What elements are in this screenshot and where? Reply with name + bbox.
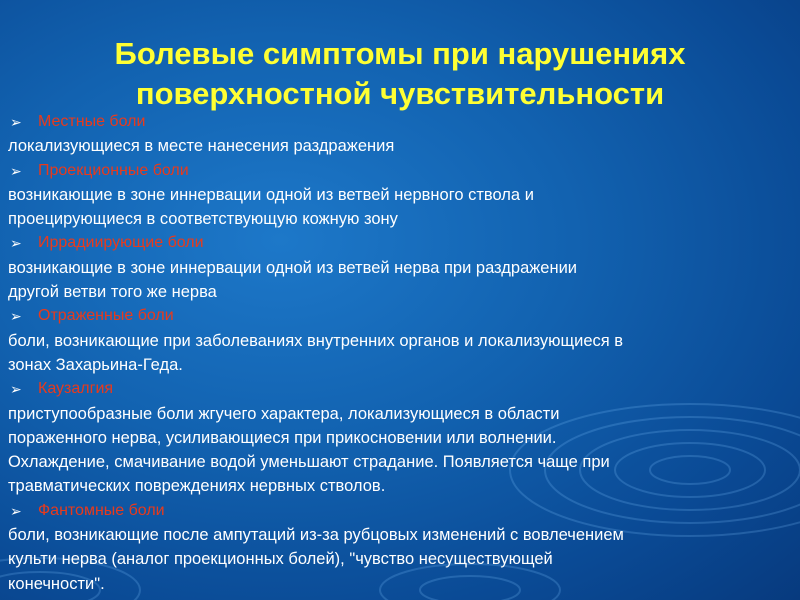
symptom-heading: Проекционные боли xyxy=(38,161,189,179)
check-arrow-icon: ➢ xyxy=(10,235,22,252)
symptom-heading: Каузалгия xyxy=(38,380,114,398)
symptom-list xyxy=(8,110,792,596)
symptom-heading-row xyxy=(8,110,792,134)
slide-title xyxy=(0,34,800,114)
symptom-heading: Местные боли xyxy=(38,113,146,130)
symptom-description-line: возникающие в зоне иннервации одной из ветвей нервного ствола и xyxy=(8,185,534,204)
symptom-description-line: локализующиеся в месте нанесения раздражения xyxy=(8,137,395,156)
symptom-description-line: приступообразные боли жгучего характера, локализующиеся в области xyxy=(8,404,560,423)
slide-title-line-1: Болевые симптомы при нарушениях xyxy=(114,36,686,71)
symptom-heading-row xyxy=(8,304,792,328)
symptom-heading-row xyxy=(8,231,792,255)
symptom-description-line: зонах Захарьина-Геда. xyxy=(8,355,183,374)
symptom-heading-row xyxy=(8,499,792,523)
check-arrow-icon: ➢ xyxy=(10,308,22,325)
symptom-heading: Отраженные боли xyxy=(38,307,174,325)
check-arrow-icon: ➢ xyxy=(10,114,22,130)
check-arrow-icon: ➢ xyxy=(10,502,22,519)
symptom-description-line: пораженного нерва, усиливающиеся при прикосновении или волнении. xyxy=(8,428,557,447)
check-arrow-icon: ➢ xyxy=(10,381,22,398)
symptom-heading-row xyxy=(8,377,792,401)
symptom-description-line: Охлаждение, смачивание водой уменьшают страдание. Появляется чаще при xyxy=(8,453,610,472)
slide-title-line-2: поверхностной чувствительности xyxy=(135,76,665,111)
symptom-description-line: возникающие в зоне иннервации одной из ветвей нерва при раздражении xyxy=(8,258,578,277)
check-arrow-icon: ➢ xyxy=(10,162,22,179)
symptom-description-line: травматических повреждениях нервных стволов. xyxy=(8,477,386,496)
symptom-heading: Фантомные боли xyxy=(38,501,165,519)
symptom-description-line: культи нерва (аналог проекционных болей), "чувство несуществующей xyxy=(8,550,553,569)
symptom-description-line: проецирующиеся в соответствующую кожную зону xyxy=(8,210,398,229)
symptom-heading: Иррадиирующие боли xyxy=(38,234,204,252)
symptom-description-line: другой ветви того же нерва xyxy=(8,283,217,302)
symptom-description-line: боли, возникающие при заболеваниях внутренних органов и локализующиеся в xyxy=(8,331,624,350)
symptom-description-line: конечности". xyxy=(8,574,105,593)
symptom-heading-row xyxy=(8,159,792,183)
symptom-description-line: боли, возникающие после ампутаций из-за рубцовых изменений с вовлечением xyxy=(8,526,624,545)
